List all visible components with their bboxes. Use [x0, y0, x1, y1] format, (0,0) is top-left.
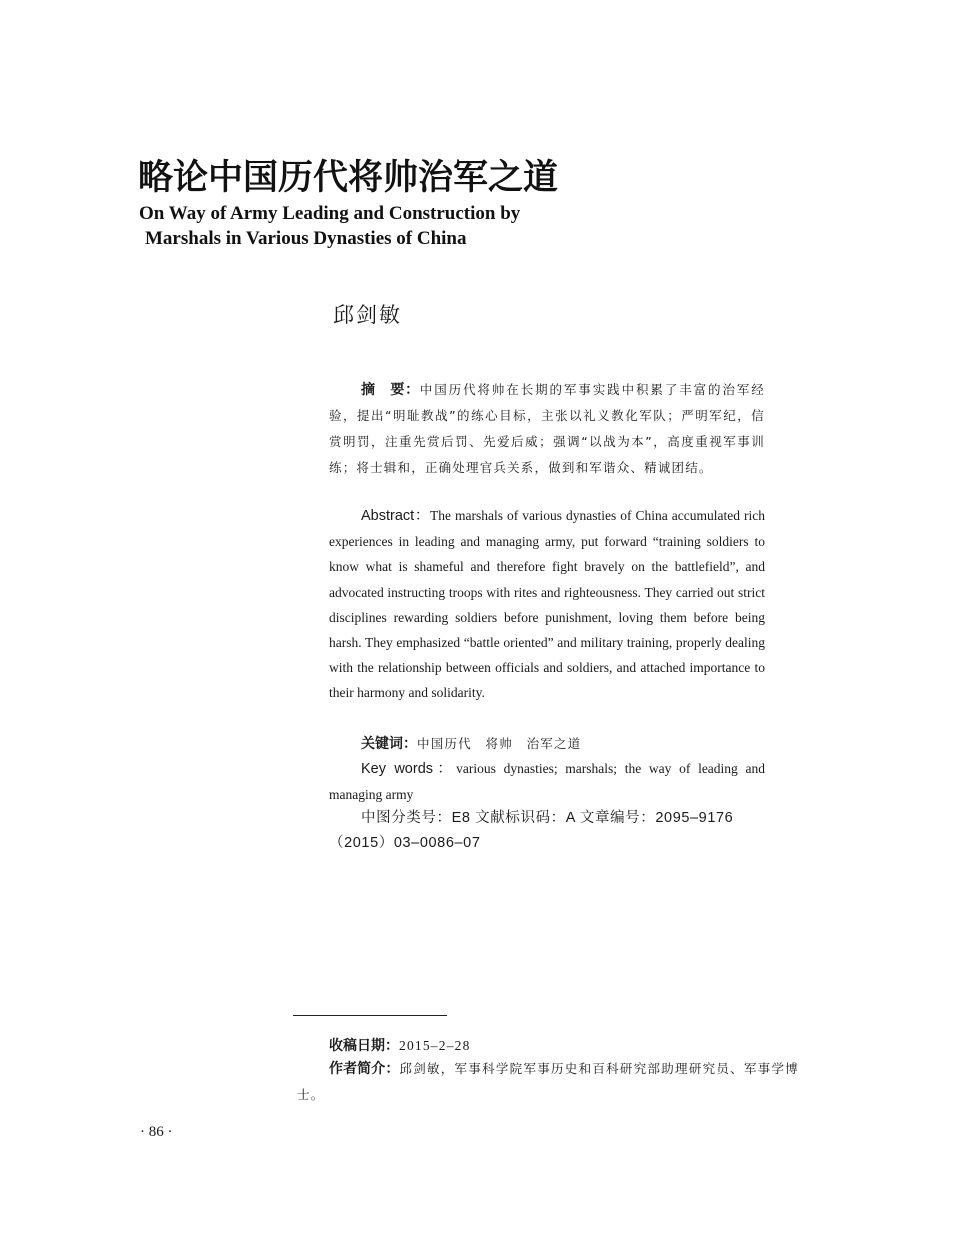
keywords-english-label: Key words：: [361, 761, 457, 777]
abstract-english: [329, 503, 765, 706]
author-bio-text: 邱剑敏，军事科学院军事历史和百科研究部助理研究员、军事学博士。: [297, 1061, 800, 1102]
keywords-chinese: [329, 730, 765, 757]
paper-title-chinese: 略论中国历代将帅治军之道: [138, 157, 559, 198]
received-value: 2015–2–28: [399, 1038, 471, 1053]
received-label: 收稿日期：: [329, 1037, 399, 1053]
classification-info: [329, 806, 765, 856]
abstract-english-text: The marshals of various dynasties of China accumulated rich experiences in leading and managing army, put forward “training soldiers to know what is shameful and therefore fight bravely on the battlefield”, and advocated instructing troops with rites and righteousness. They carried out strict disciplines rewarding soldiers before punishment, loving them before being harsh. They emphasized “battle oriented” and military training, properly dealing with the relationship between officials and soldiers, and attached importance to their harmony and solidarity.: [329, 508, 765, 701]
abstract-english-label: Abstract：: [361, 508, 430, 524]
footnote-author-bio: [297, 1055, 799, 1108]
author-name: 邱剑敏: [333, 303, 402, 327]
keywords-english: [329, 756, 765, 807]
footnote-divider: [293, 1015, 447, 1016]
classification-line2: （2015）03–0086–07: [329, 835, 481, 851]
keywords-chinese-label: 关键词：: [361, 735, 417, 751]
abstract-chinese-label: 摘 要：: [361, 381, 420, 397]
classification-line1: 中图分类号：E8 文献标识码：A 文章编号：2095–9176: [361, 810, 734, 826]
abstract-chinese: [329, 376, 765, 481]
paper-title-english-line2: Marshals in Various Dynasties of China: [145, 228, 467, 249]
author-bio-label: 作者简介：: [329, 1060, 400, 1076]
keywords-english-text: various dynasties; marshals; the way of leading and managing army: [329, 761, 765, 803]
paper-title-english-line1: On Way of Army Leading and Construction by: [139, 203, 521, 224]
abstract-chinese-text: 中国历代将帅在长期的军事实践中积累了丰富的治军经验，提出“明耻教战”的练心目标，主张以礼义教化军队；严明军纪，信赏明罚，注重先赏后罚、先爱后威；强调“以战为本”，高度重视军事训练；将士辑和，正确处理官兵关系，做到和军谐众、精诚团结。: [329, 382, 765, 475]
keywords-chinese-text: 中国历代 将帅 治军之道: [417, 736, 582, 751]
page-number: · 86 ·: [140, 1124, 173, 1140]
